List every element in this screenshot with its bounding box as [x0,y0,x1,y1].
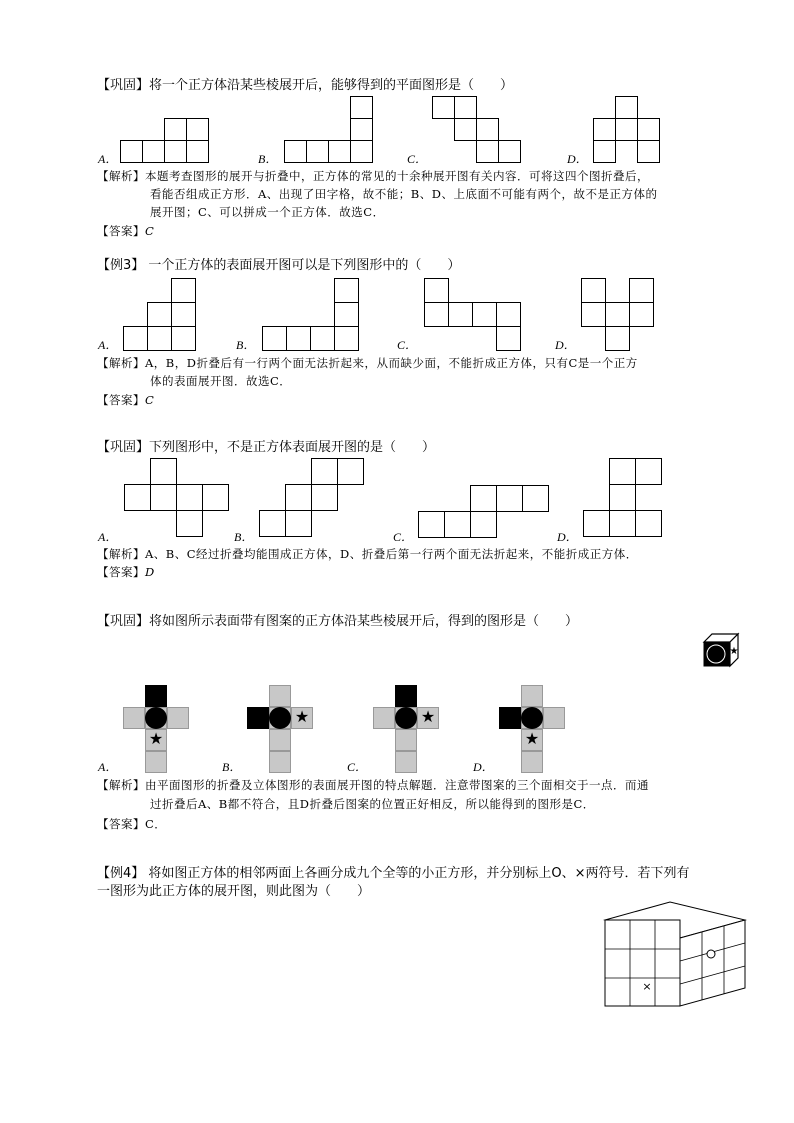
ex3-stem: 【例3】 一个正方体的表面展开图可以是下列图形中的（ ） [97,258,461,273]
q3-analysis-line1: 【解析】由平面图形的折叠及立体图形的表面展开图的特点解题．注意带图案的三个面相交于一点．而通 [97,778,649,792]
ex4-cube-figure [600,900,750,1012]
q1-answer-label: 【答案】 [97,224,145,238]
q1-analysis-line1: 【解析】本题考查图形的展开与折叠中，正方体的常见的十余种展开图有关内容．可将这四个图折叠后， [97,169,649,183]
svg-text:★: ★ [729,646,739,657]
ex3-option-c: C． [397,338,418,352]
q1-answer [97,222,154,240]
q1-analysis-line3: 展开图；C、可以拼成一个正方体．故选C． [150,205,385,219]
q3-option-c: C． [347,760,368,774]
ex3-analysis-line2: 体的表面展开图．故选C． [150,374,292,388]
q2-option-b: B． [234,530,254,544]
q1-option-d: D． [567,152,588,166]
ex3-option-b: B． [236,338,256,352]
ex4-stem-line1: 【例4】 将如图正方体的相邻两面上各画分成九个全等的小正方形，并分别标上O、×两符号．若下列有 [97,866,690,881]
ex3-answer-value: C [145,393,155,407]
q1-analysis-line2: 看能否组成正方形．A、出现了田字格，故不能；B、D、上底面不可能有两个，故不是正方体的 [150,187,658,201]
q2-answer [97,563,155,581]
q3-analysis-line2: 过折叠后A、B都不符合，且D折叠后图案的位置正好相反，所以能得到的图形是C． [150,797,595,811]
star-icon: ★ [420,707,436,726]
circle-icon [395,707,417,729]
circle-icon [521,707,543,729]
star-icon: ★ [294,707,310,726]
q2-analysis-line1: 【解析】A、B、C经过折叠均能围成正方体，D、折叠后第一行两个面无法折起来，不能折成正方体． [97,547,638,561]
ex3-analysis-line1: 【解析】A，B，D折叠后有一行两个面无法折起来，从而缺少面，不能折成正方体，只有C是一个正方 [97,356,638,370]
q3-answer-value: C． [145,817,167,831]
q2-option-d: D． [557,530,578,544]
star-icon: ★ [148,729,164,748]
ex3-option-a: A． [98,338,118,352]
q1-option-b: B． [258,152,278,166]
q3-answer-label: 【答案】 [97,817,145,831]
ex3-answer-label: 【答案】 [97,393,145,407]
ex3-answer [97,391,154,409]
q3-stem: 【巩固】将如图所示表面带有图案的正方体沿某些棱展开后，得到的图形是（ ） [97,614,579,629]
q3-option-b: B． [222,760,242,774]
q1-option-a: A． [98,152,118,166]
q2-answer-value: D [145,565,155,579]
q2-stem: 【巩固】下列图形中，不是正方体表面展开图的是（ ） [97,440,436,455]
ex3-option-d: D． [555,338,576,352]
q3-option-a: A． [98,760,118,774]
q2-answer-label: 【答案】 [97,565,145,579]
svg-text:×: × [642,980,652,993]
q2-option-a: A． [98,530,118,544]
star-icon: ★ [524,729,540,748]
q3-answer [97,815,166,833]
circle-icon [269,707,291,729]
q1-option-c: C． [407,152,428,166]
ex4-stem-line2: 一图形为此正方体的展开图，则此图为（ ） [97,884,371,899]
q3-patterned-cube [700,632,740,668]
q3-option-d: D． [473,760,494,774]
q1-answer-value: C [145,224,155,238]
q1-stem: 【巩固】将一个正方体沿某些棱展开后，能够得到的平面图形是（ ） [97,78,514,93]
circle-icon [145,707,167,729]
q2-option-c: C． [393,530,414,544]
